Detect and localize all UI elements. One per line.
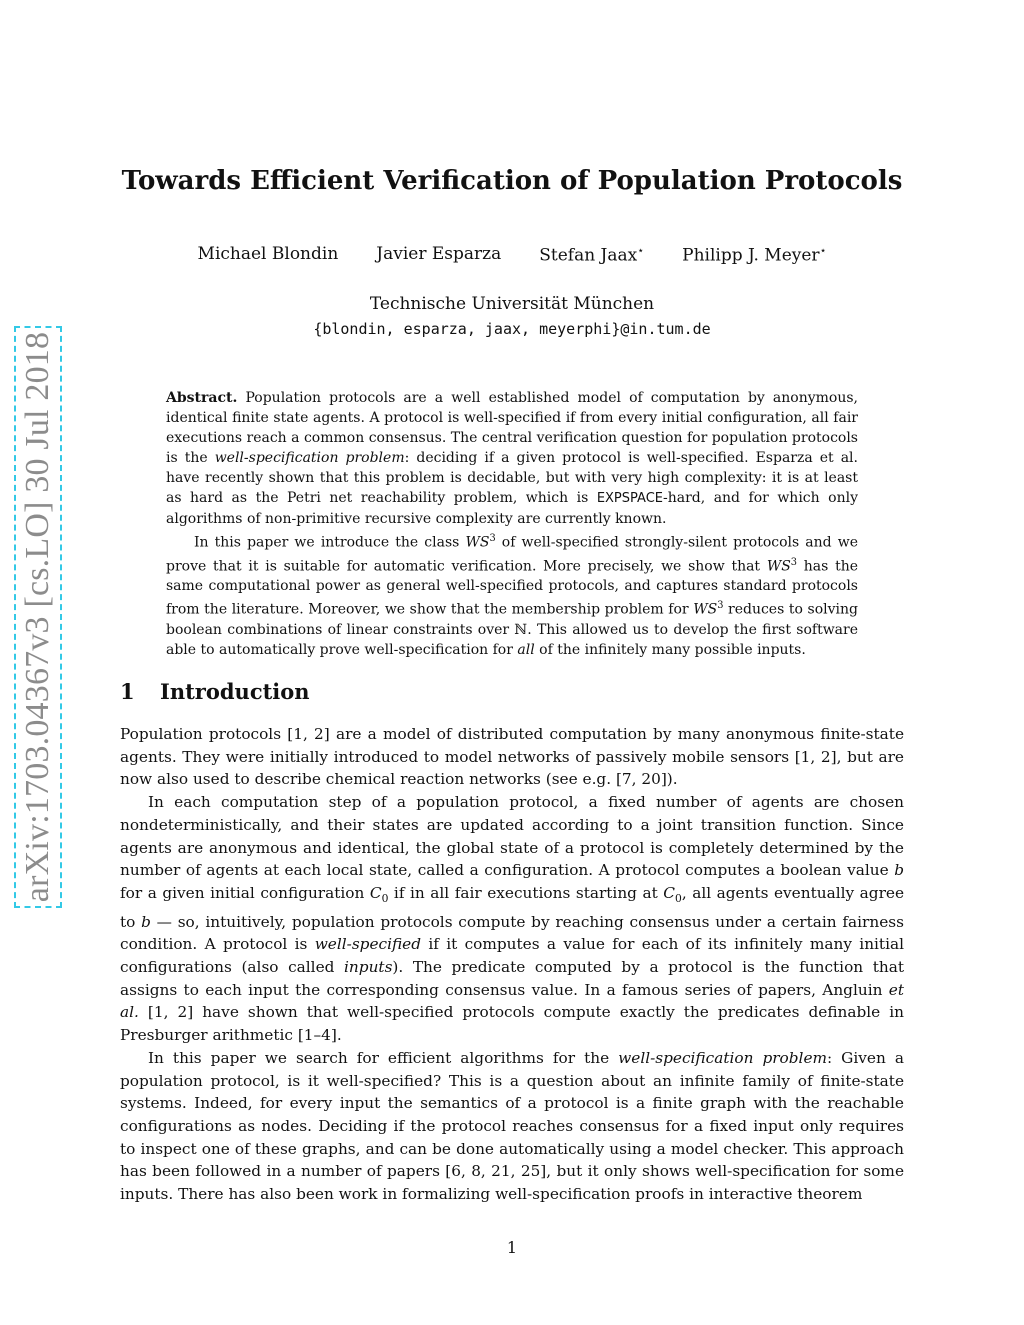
author: Michael Blondin bbox=[197, 244, 339, 264]
section-title: Introduction bbox=[160, 679, 310, 704]
page-number: 1 bbox=[506, 1238, 518, 1257]
section-heading bbox=[120, 679, 310, 704]
abstract bbox=[166, 388, 858, 660]
author-footnote-mark: ⋆ bbox=[637, 244, 645, 257]
paper-title: Towards Efficient Verification of Population Protocols bbox=[121, 166, 903, 196]
author: Stefan Jaax⋆ bbox=[539, 244, 645, 266]
author-emails: {blondin, esparza, jaax, meyerphi}@in.tum.de bbox=[313, 320, 711, 338]
body-paragraph: Population protocols [1, 2] are a model of distributed computation by many anonymous finite-state agents. They were initially introduced to model networks of passively mobile sensors [1, 2], but are now also used to describe chemical reaction networks (see e.g. [7, 20]). bbox=[120, 725, 904, 789]
introduction-body bbox=[120, 723, 904, 1206]
abstract-paragraph: In this paper we introduce the class $WS^3$ of well-specified strongly-silent protocols and we prove that it is suitable for automatic verification. More precisely, we show that $WS^3$ has the same computational power as general well-specified protocols, and captures standard protocols from the literature. Moreover, we show that the membership problem for $WS^3$ reduces to solving boolean combinations of linear constraints over ℕ. This allowed us to develop the first software able to automatically prove well-specification for all of the infinitely many possible inputs. bbox=[166, 533, 859, 658]
affiliation: Technische Universität München bbox=[369, 294, 655, 314]
arxiv-id: arXiv:1703.04367v3 [cs.LO] 30 Jul 2018 bbox=[19, 331, 56, 903]
author: Javier Esparza bbox=[376, 244, 502, 264]
author-list bbox=[0, 244, 1024, 266]
section-number: 1 bbox=[120, 679, 135, 704]
abstract-label: Abstract. bbox=[166, 390, 238, 406]
body-paragraph: In this paper we search for efficient algorithms for the well-specification problem: Given a population protocol, is it well-specified? This is a question about an infinite family of finite-state systems. Indeed, for every input the semantics of a protocol is a finite graph with the reachable configurations as nodes. Deciding if the protocol reaches consensus for a fixed input only requires to inspect one of these graphs, and can be done automatically using a model checker. This approach has been followed in a number of papers [6, 8, 21, 25], but it only shows well-specification for some inputs. There has also been work in formalizing well-specification proofs in interactive theorem bbox=[120, 1048, 904, 1204]
arxiv-stamp bbox=[14, 326, 62, 908]
author: Philipp J. Meyer⋆ bbox=[682, 244, 827, 266]
author-footnote-mark: ⋆ bbox=[819, 244, 827, 257]
abstract-paragraph: Abstract. Population protocols are a well established model of computation by anonymous, identical finite state agents. A protocol is well-specified if from every initial configuration, all fair executions reach a common consensus. The central verification question for population protocols is the well-specification problem: deciding if a given protocol is well-specified. Esparza et al. have recently shown that this problem is decidable, but with very high complexity: it is at least as hard as the Petri net reachability problem, which is EXPSPACE-hard, and for which only algorithms of non-primitive recursive complexity are currently known. bbox=[166, 390, 859, 527]
body-paragraph: In each computation step of a population protocol, a fixed number of agents are chosen nondeterministically, and their states are updated according to a joint transition function. Since agents are anonymous and identical, the global state of a protocol is completely determined by the number of agents at each local state, called a configuration. A protocol computes a boolean value b for a given initial configuration $C_0$ if in all fair executions starting at $C_0$, all agents eventually agree to b — so, intuitively, population protocols compute by reaching consensus under a certain fairness condition. A protocol is well-specified if it computes a value for each of its infinitely many initial configurations (also called inputs). The predicate computed by a protocol is the function that assigns to each input the corresponding consensus value. In a famous series of papers, Angluin et al. [1, 2] have shown that well-specified protocols compute exactly the predicates definable in Presburger arithmetic [1–4]. bbox=[120, 793, 904, 1045]
